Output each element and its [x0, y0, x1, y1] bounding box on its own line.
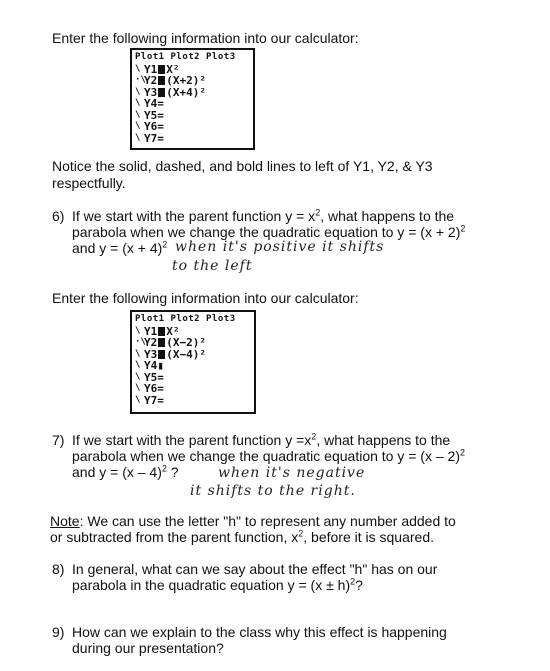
q9-line-1: How can we explain to the class why this effect is happening	[72, 624, 447, 640]
q9-number: 9)	[52, 624, 65, 640]
q7-line-1: If we start with the parent function $y =x^2$, what happens to the	[72, 431, 451, 448]
y6-row: \ Y6 =	[135, 120, 164, 133]
q7-number: 7)	[52, 432, 65, 448]
q9-line-2: during our presentation?	[72, 640, 224, 656]
q6-line-2: parabola when we change the quadratic equation to $y = (x + 2)^2$	[72, 223, 466, 240]
q6-handwritten-answer-2: to the left	[172, 258, 253, 274]
q6-line-3: and $y = (x + 4)^2$	[72, 239, 168, 256]
y5-row: \ Y5 =	[135, 108, 164, 122]
q7-handwritten-answer-1: when it's negative	[218, 465, 366, 481]
calculator-screen-1	[130, 48, 255, 150]
q6-number: 6)	[52, 208, 65, 224]
q7-line-2: parabola when we change the quadratic equation to y = (x – 2)$^2$	[72, 447, 465, 464]
y4-row: \ Y4 =	[135, 97, 164, 110]
q8-line-1: In general, what can we say about the effect "h" has on our	[72, 561, 438, 577]
plot-header: Plot1 Plot2 Plot3	[135, 52, 236, 62]
y7-row: \ Y7 =	[135, 393, 164, 407]
q7-line-3: and y = (x – 4)$^2$ ?	[72, 463, 179, 480]
y2-row: ·\ Y2 (X−2)²	[135, 336, 206, 349]
y7-row: \ Y7 =	[135, 131, 164, 145]
q8-line-2: parabola in the quadratic equation $y = (x \pm h)^2$?	[72, 576, 363, 593]
q6-line-1: If we start with the parent function $y = x^2$, what happens to the	[72, 207, 455, 224]
notice-line-1: Notice the solid, dashed, and bold lines to left of Y1, Y2, & Y3	[52, 158, 433, 174]
y2-row: ·\ Y2 (X+2)²	[135, 74, 206, 87]
y1-row: \ Y1 X²	[135, 62, 180, 76]
calculator-screen-2	[130, 310, 256, 414]
note-line-1: Note: We can use the letter "h" to represent any number added to	[50, 513, 456, 529]
notice-line-2: respectfully.	[52, 175, 126, 191]
note-line-2: or subtracted from the parent function, $x^2$, before it is squared.	[50, 528, 435, 545]
q7-handwritten-answer-2: it shifts to the right.	[190, 483, 356, 499]
intro-text-1: Enter the following information into our calculator:	[52, 30, 359, 46]
q6-handwritten-answer-1: when it's positive it shifts	[175, 239, 385, 255]
y3-row: \ Y3 (X−4)²	[135, 347, 206, 361]
y4-row: \ Y4 ▮	[135, 359, 164, 372]
y6-row: \ Y6 =	[135, 382, 164, 395]
y1-row: \ Y1 X²	[135, 324, 180, 338]
intro-text-2: Enter the following information into our calculator:	[52, 290, 359, 306]
plot-header: Plot1 Plot2 Plot3	[135, 314, 236, 324]
y3-row: \ Y3 (X+4)²	[135, 85, 206, 99]
q8-number: 8)	[52, 561, 65, 577]
y5-row: \ Y5 =	[135, 370, 164, 384]
